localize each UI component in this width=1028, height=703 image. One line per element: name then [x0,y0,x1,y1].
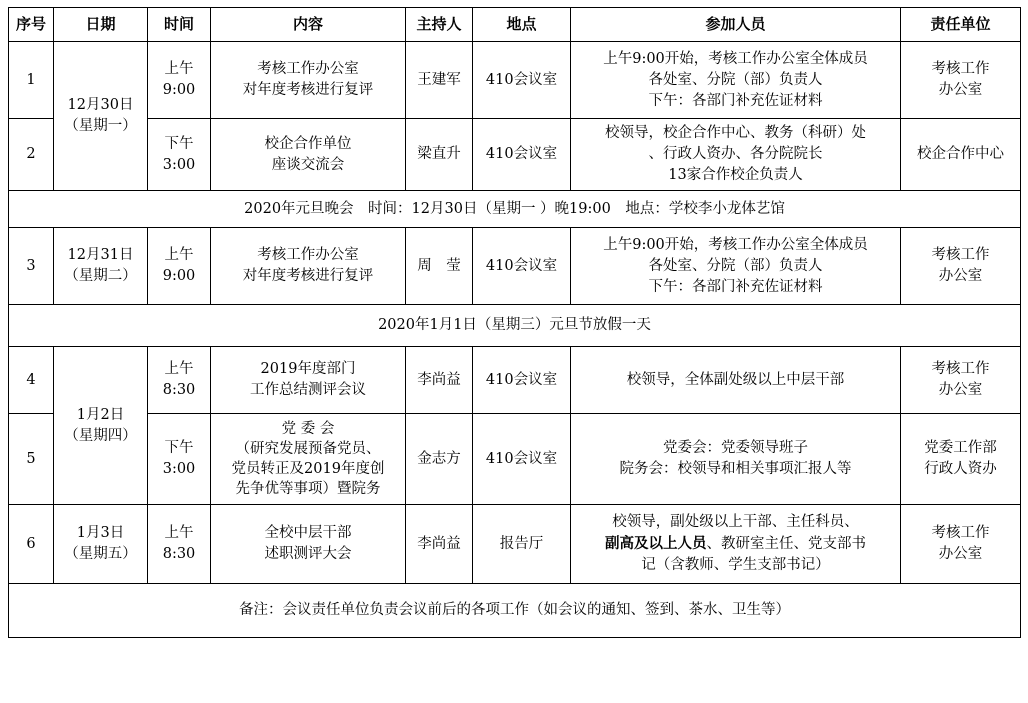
table-row [9,505,1021,584]
cell-seq: 2 [9,119,54,191]
cell-unit: 考核工作 办公室 [901,42,1021,119]
cell-content: 党 委 会 （研究发展预备党员、 党员转正及2019年度创 先争优等事项）暨院务 [211,414,406,505]
header-host: 主持人 [406,8,473,42]
cell-content: 考核工作办公室 对年度考核进行复评 [211,228,406,305]
cell-unit: 考核工作 办公室 [901,505,1021,584]
cell-unit: 校企合作中心 [901,119,1021,191]
cell-seq: 3 [9,228,54,305]
participants-text-d: 记（含教师、学生支部书记） [641,557,830,573]
cell-content: 2019年度部门 工作总结测评会议 [211,347,406,414]
table-row [9,228,1021,305]
cell-content: 全校中层干部 述职测评大会 [211,505,406,584]
cell-participants: 上午9:00开始，考核工作办公室全体成员 各处室、分院（部）负责人 下午：各部门补充佐证材料 [571,42,901,119]
cell-time: 上午 8:30 [148,347,211,414]
cell-location: 410会议室 [473,119,571,191]
header-participants: 参加人员 [571,8,901,42]
cell-date: 1月3日 （星期五） [54,505,148,584]
notice-row [9,191,1021,228]
header-content: 内容 [211,8,406,42]
header-row [9,8,1021,42]
header-time: 时间 [148,8,211,42]
cell-unit: 考核工作 办公室 [901,347,1021,414]
cell-host: 梁直升 [406,119,473,191]
cell-unit: 党委工作部 行政人资办 [901,414,1021,505]
cell-location: 410会议室 [473,42,571,119]
cell-time: 上午 9:00 [148,228,211,305]
cell-participants: 校领导，全体副处级以上中层干部 [571,347,901,414]
cell-date: 12月31日 （星期二） [54,228,148,305]
table-row [9,414,1021,505]
cell-location: 410会议室 [473,228,571,305]
table-row [9,42,1021,119]
participants-text-c: 、教研室主任、党支部书 [706,536,866,552]
cell-host: 李尚益 [406,347,473,414]
cell-host: 李尚益 [406,505,473,584]
cell-seq: 5 [9,414,54,505]
header-unit: 责任单位 [901,8,1021,42]
header-seq: 序号 [9,8,54,42]
cell-host: 王建军 [406,42,473,119]
schedule-table [8,7,1021,638]
cell-time: 上午 8:30 [148,505,211,584]
notice-holiday: 2020年1月1日（星期三）元旦节放假一天 [9,305,1021,347]
cell-content: 考核工作办公室 对年度考核进行复评 [211,42,406,119]
cell-time: 下午 3:00 [148,414,211,505]
cell-date: 12月30日 （星期一） [54,42,148,191]
cell-participants: 上午9:00开始，考核工作办公室全体成员 各处室、分院（部）负责人 下午：各部门补充佐证材料 [571,228,901,305]
participants-text-bold: 副高及以上人员 [605,535,707,552]
cell-location: 410会议室 [473,347,571,414]
table-row [9,119,1021,191]
cell-host: 周 莹 [406,228,473,305]
cell-participants: 党委会：党委领导班子 院务会：校领导和相关事项汇报人等 [571,414,901,505]
footer-row [9,584,1021,638]
cell-location: 410会议室 [473,414,571,505]
notice-row [9,305,1021,347]
cell-host: 金志方 [406,414,473,505]
cell-participants: 校领导，校企合作中心、教务（科研）处 、行政人资办、各分院院长 13家合作校企负责人 [571,119,901,191]
cell-date: 1月2日 （星期四） [54,347,148,505]
header-date: 日期 [54,8,148,42]
participants-text-a: 校领导，副处级以上干部、主任科员、 [612,514,859,530]
cell-participants [571,505,901,584]
header-location: 地点 [473,8,571,42]
footer-note: 备注：会议责任单位负责会议前后的各项工作（如会议的通知、签到、茶水、卫生等） [9,584,1021,638]
cell-seq: 1 [9,42,54,119]
table-row [9,347,1021,414]
cell-time: 上午 9:00 [148,42,211,119]
cell-seq: 4 [9,347,54,414]
cell-time: 下午 3:00 [148,119,211,191]
cell-content: 校企合作单位 座谈交流会 [211,119,406,191]
notice-new-year-party: 2020年元旦晚会 时间：12月30日（星期一 ）晚19:00 地点：学校李小龙体艺馆 [9,191,1021,228]
cell-seq: 6 [9,505,54,584]
cell-unit: 考核工作 办公室 [901,228,1021,305]
cell-location: 报告厅 [473,505,571,584]
